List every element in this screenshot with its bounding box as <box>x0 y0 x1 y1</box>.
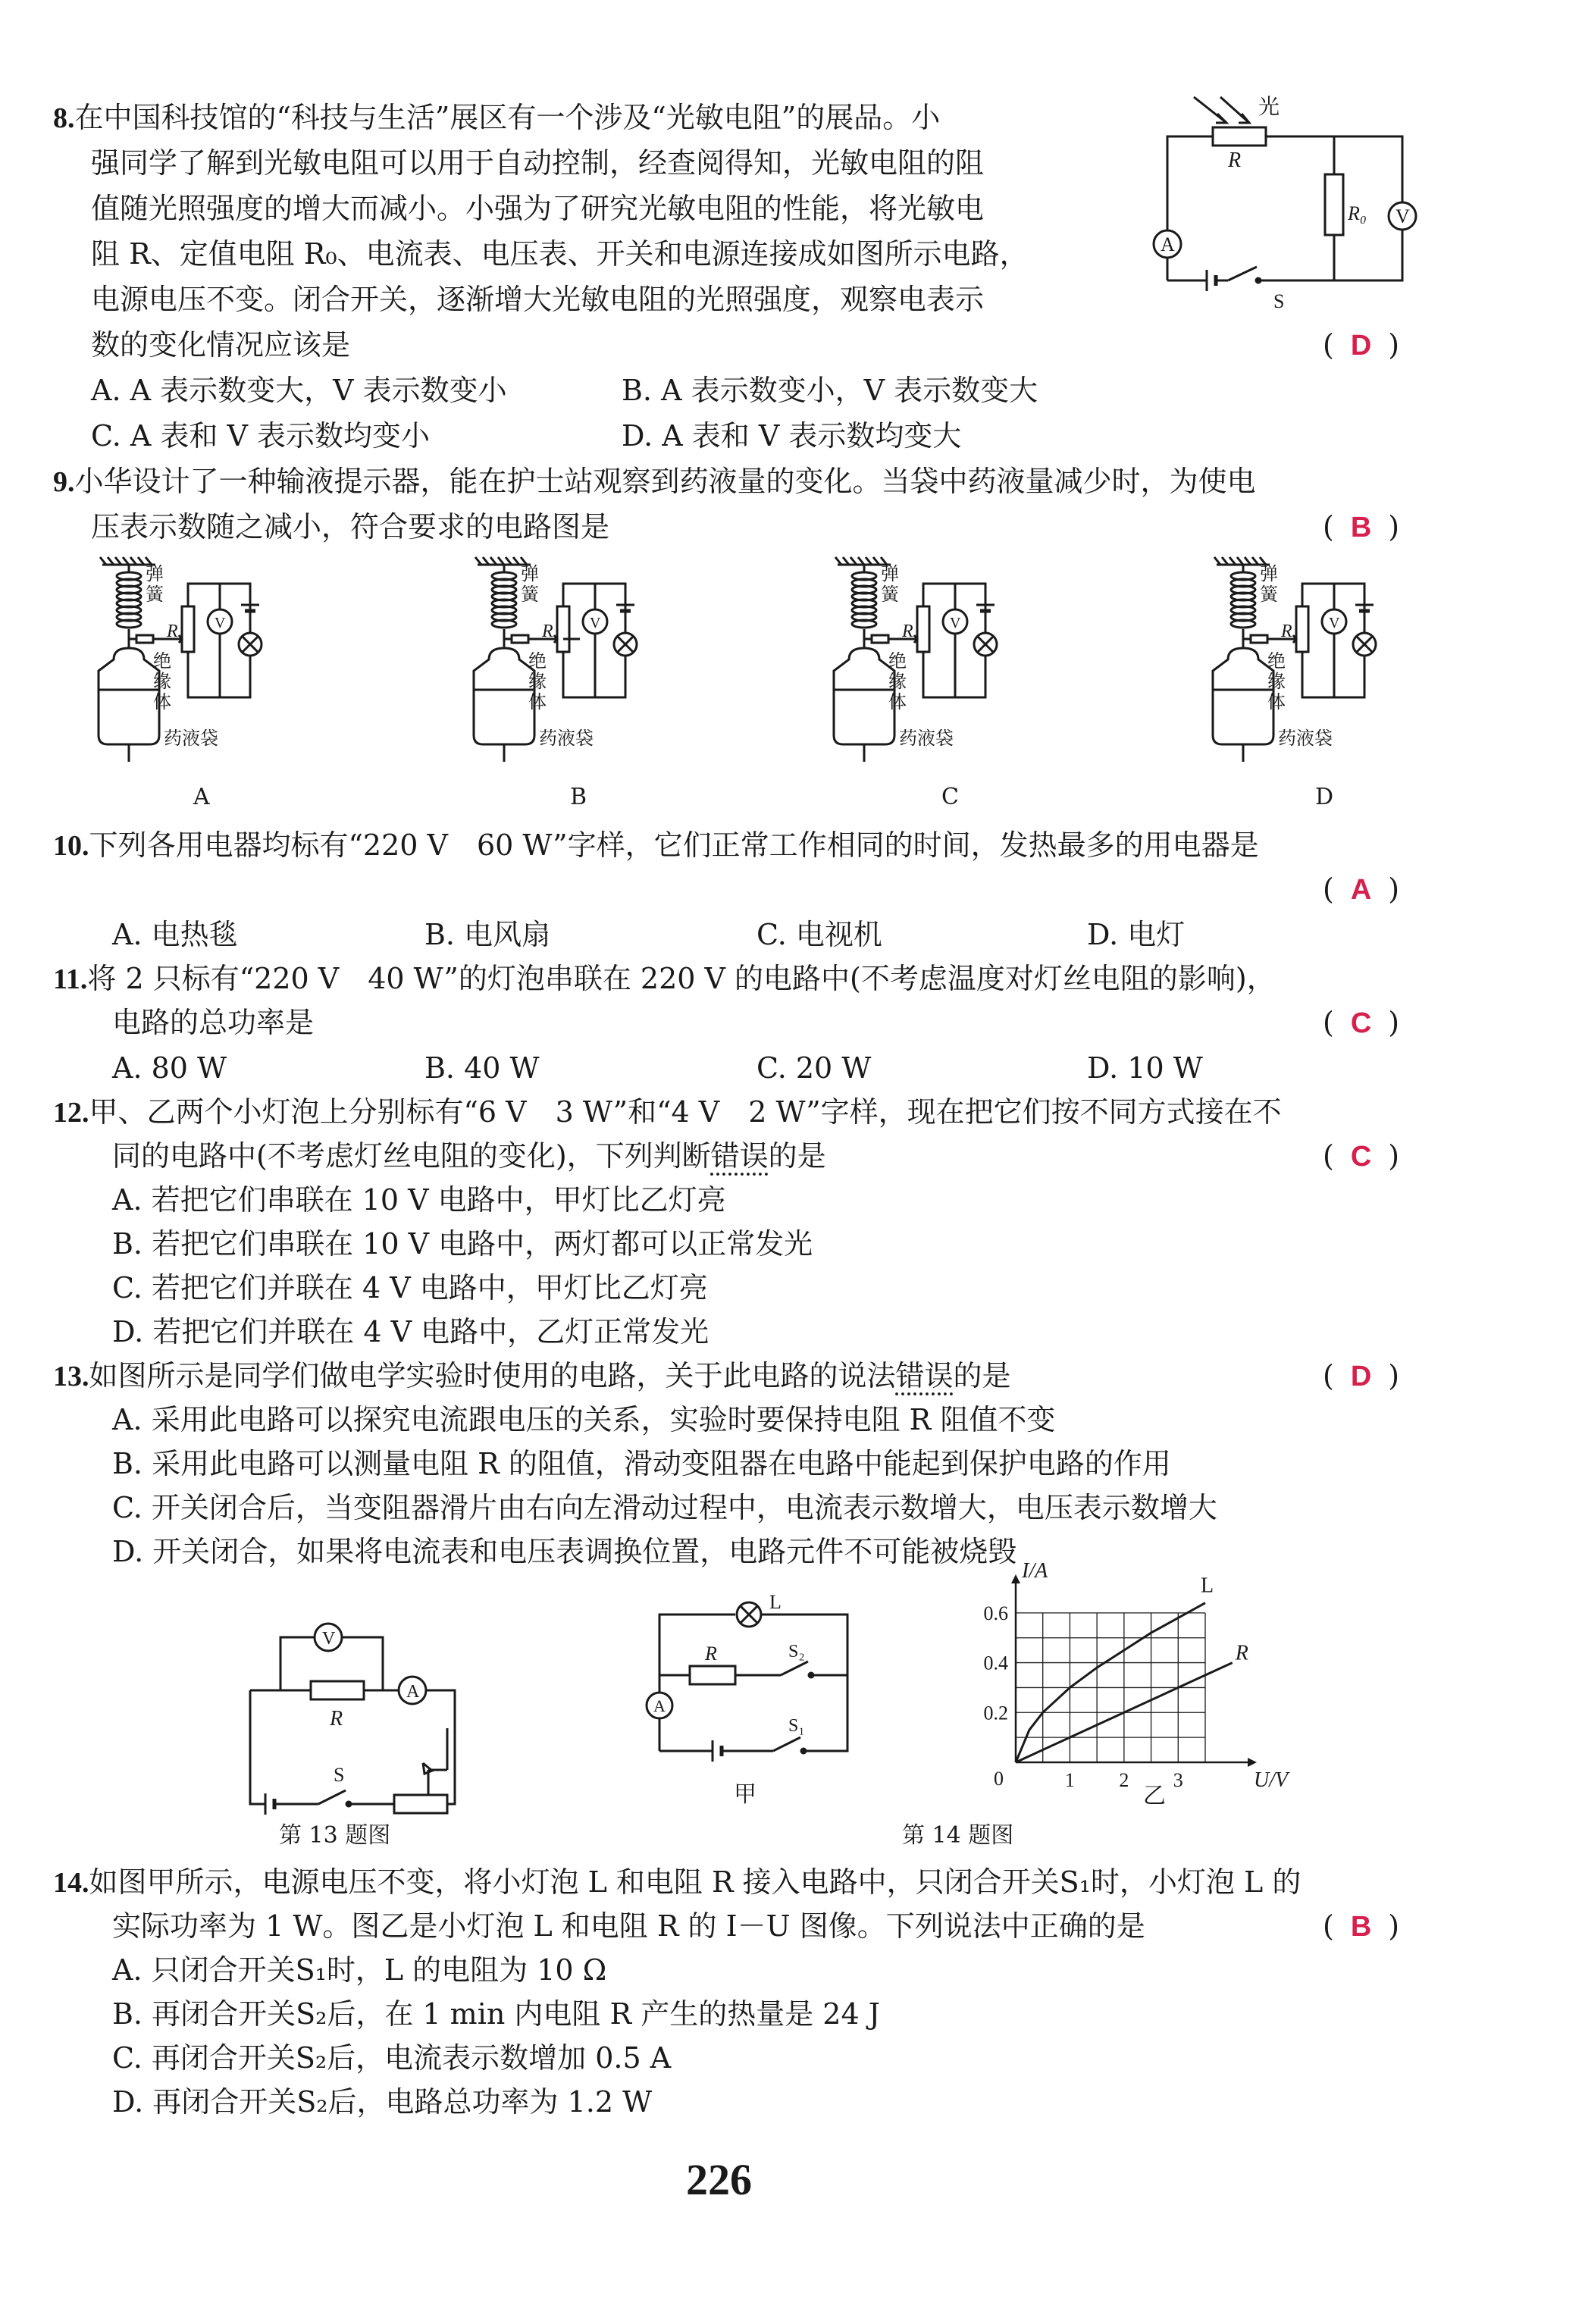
r0-label: R₀ <box>1348 202 1367 224</box>
voltmeter-label: V <box>590 615 601 631</box>
voltmeter-label: V <box>215 615 226 631</box>
q9-diagrams <box>0 546 1585 819</box>
spring-label: 弹 <box>1260 565 1278 584</box>
drip-diagram <box>834 557 997 762</box>
y-tick-label: 0.4 <box>983 1652 1008 1674</box>
option-c: C. 开关闭合后，当变阻器滑片由右向左滑动过程中，电流表示数增大，电压表示数增大 <box>112 1491 1217 1524</box>
option-a: A. A 表示数变大，V 表示数变小 <box>91 374 507 407</box>
answer-bracket: ( C ) <box>1323 1006 1400 1039</box>
drip-diagram <box>99 557 262 762</box>
y-axis-arrow <box>1011 1574 1020 1583</box>
question-line: 强同学了解到光敏电阻可以用于自动控制，经查阅得知，光敏电阻的阻 <box>91 146 985 180</box>
emphasis-text: 错误 <box>710 1139 769 1173</box>
spring-label: 弹 <box>881 565 899 584</box>
answer-letter: B <box>1350 512 1372 543</box>
voltmeter-label: V <box>950 615 961 631</box>
answer-bracket: ( D ) <box>1323 328 1400 362</box>
y-tick-label: 0.2 <box>983 1702 1008 1724</box>
spring-label: 弹 <box>521 565 539 584</box>
ammeter-label: A <box>406 1682 420 1702</box>
question-line: 如图所示是同学们做电学实验时使用的电路，关于此电路的说法 <box>89 1359 896 1392</box>
x-tick-label: 2 <box>1119 1769 1129 1791</box>
y-axis-label: I/A <box>1022 1559 1048 1583</box>
r-label: R <box>1281 622 1292 641</box>
answer-letter: B <box>1350 1911 1372 1943</box>
y-tick-label: 0.6 <box>983 1602 1008 1624</box>
option-d: D. 开关闭合，如果将电流表和电压表调换位置，电路元件不可能被烧毁 <box>112 1535 1017 1568</box>
switch-label: S <box>334 1764 345 1786</box>
s2-label: S₂ <box>788 1642 805 1662</box>
option-c: C. 电视机 <box>756 918 882 951</box>
question-line: 在中国科技馆的“科技与生活”展区有一个涉及“光敏电阻”的展品。小 <box>74 101 941 134</box>
insulator-label: 体 <box>888 693 907 713</box>
option-c: C. 再闭合开关S₂后，电流表示数增加 0.5 A <box>112 2041 672 2075</box>
spring-label: 簧 <box>521 585 539 605</box>
question-line: 下列各用电器均标有“220 V 60 W”字样，它们正常工作相同的时间，发热最多的用电器是 <box>89 828 1259 862</box>
bag-label: 药液袋 <box>1278 729 1333 749</box>
question-line: 小华设计了一种输液提示器，能在护士站观察到药液量的变化。当袋中药液量减少时，为使电 <box>74 465 1256 498</box>
answer-bracket: ( A ) <box>1323 872 1400 906</box>
drip-diagram <box>474 557 637 762</box>
spring-label: 簧 <box>881 585 899 605</box>
answer-letter: D <box>1350 330 1372 362</box>
question-line: 阻 R、定值电阻 R₀、电流表、电压表、开关和电源连接成如图所示电路， <box>91 237 1029 271</box>
ammeter-label: A <box>1161 233 1175 255</box>
drip-diagram <box>1213 557 1376 762</box>
option-b: B. A 表示数变小，V 表示数变大 <box>622 374 1038 407</box>
origin-label: 0 <box>994 1768 1004 1790</box>
answer-letter: A <box>1350 874 1372 906</box>
x-axis-label: U/V <box>1254 1768 1289 1792</box>
r-label: R <box>167 622 178 641</box>
x-tick-label: 3 <box>1173 1769 1183 1791</box>
question-line: 实际功率为 1 W。图乙是小灯泡 L 和电阻 R 的 I－U 图像。下列说法中正确的是 <box>112 1909 1145 1943</box>
ammeter-label: A <box>653 1696 666 1715</box>
insulator-label: 缘 <box>528 672 547 692</box>
option-a: A. 采用此电路可以探究电流跟电压的关系，实验时要保持电阻 R 阻值不变 <box>112 1403 1056 1436</box>
figure-caption: 第 14 题图 <box>902 1822 1014 1849</box>
q8-circuit-diagram <box>1122 91 1440 311</box>
question-number: 8. <box>53 102 75 134</box>
option-b: B. 再闭合开关S₂后，在 1 min 内电阻 R 产生的热量是 24 J <box>112 1997 880 2031</box>
spring-label: 簧 <box>146 585 164 605</box>
question-line: 电源电压不变。闭合开关，逐渐增大光敏电阻的光照强度，观察电表示 <box>91 283 985 316</box>
r-label: R <box>542 622 553 641</box>
spring-label: 弹 <box>146 565 164 584</box>
option-b: B. 采用此电路可以测量电阻 R 的阻值，滑动变阻器在电路中能起到保护电路的作用 <box>112 1447 1171 1480</box>
insulator-label: 绝 <box>153 652 171 672</box>
option-a: A. 80 W <box>112 1051 227 1085</box>
question-line: 值随光照强度的增大而减小。小强为了研究光敏电阻的性能，将光敏电 <box>91 192 985 225</box>
r-label: R <box>330 1707 343 1730</box>
answer-letter: C <box>1350 1007 1372 1039</box>
question-number: 9. <box>53 466 75 498</box>
option-b: B. 若把它们串联在 10 V 电路中，两灯都可以正常发光 <box>112 1227 813 1261</box>
insulator-label: 缘 <box>888 672 907 692</box>
question-line: 电路的总功率是 <box>112 1006 315 1039</box>
q14-circuit-diagram <box>637 1592 864 1781</box>
question-number: 10. <box>53 830 89 862</box>
series-label-R: R <box>1235 1641 1248 1665</box>
question-line: 如图甲所示，电源电压不变，将小灯泡 L 和电阻 R 接入电路中，只闭合开关S₁时，小灯泡 L 的 <box>89 1865 1302 1899</box>
r-label: R <box>902 622 913 641</box>
answer-letter: C <box>1350 1141 1372 1173</box>
question-line: 的是 <box>953 1359 1011 1392</box>
insulator-label: 绝 <box>528 652 547 672</box>
answer-bracket: ( C ) <box>1323 1139 1400 1173</box>
question-line: 数的变化情况应该是 <box>91 328 351 362</box>
switch-label: S <box>1273 290 1285 312</box>
option-a: A. 若把它们串联在 10 V 电路中，甲灯比乙灯亮 <box>112 1183 726 1217</box>
insulator-label: 绝 <box>1267 652 1286 672</box>
question-line: 压表示数随之减小，符合要求的电路图是 <box>91 510 610 543</box>
q13-circuit-diagram <box>220 1615 470 1819</box>
insulator-label: 体 <box>153 693 171 713</box>
option-d: D. 电灯 <box>1087 918 1186 951</box>
answer-bracket: ( B ) <box>1323 1909 1400 1943</box>
bag-label: 药液袋 <box>899 729 954 749</box>
lamp-label: L <box>769 1591 782 1613</box>
light-label: 光 <box>1258 96 1280 119</box>
question-line: 甲、乙两个小灯泡上分别标有“6 V 3 W”和“4 V 2 W”字样，现在把它们按不同方式接在不 <box>89 1095 1282 1129</box>
option-d: D. A 表和 V 表示数均变大 <box>622 419 962 453</box>
diagram-label-b: B <box>570 784 587 810</box>
diagram-label-d: D <box>1315 784 1334 810</box>
bag-label: 药液袋 <box>539 729 594 749</box>
spring-label: 簧 <box>1260 585 1278 605</box>
question-number: 12. <box>53 1097 89 1129</box>
question-number: 11. <box>53 963 88 995</box>
option-d: D. 10 W <box>1087 1051 1203 1085</box>
option-a: A. 只闭合开关S₁时，L 的电阻为 10 Ω <box>112 1953 607 1987</box>
insulator-label: 绝 <box>888 652 907 672</box>
diagram-label-a: A <box>193 784 210 810</box>
question-number: 14. <box>53 1867 89 1899</box>
series-label-L: L <box>1201 1574 1214 1598</box>
insulator-label: 体 <box>528 693 547 713</box>
question-number: 13. <box>53 1361 89 1392</box>
voltmeter-label: V <box>322 1629 336 1649</box>
insulator-label: 缘 <box>153 672 171 692</box>
answer-bracket: ( B ) <box>1323 510 1400 543</box>
series-line-L <box>1016 1603 1205 1762</box>
iu-chart <box>963 1559 1289 1800</box>
option-c: C. A 表和 V 表示数均变小 <box>91 419 431 453</box>
option-d: D. 若把它们并联在 4 V 电路中，乙灯正常发光 <box>112 1315 709 1348</box>
answer-letter: D <box>1350 1361 1372 1392</box>
answer-bracket: ( D ) <box>1323 1359 1400 1392</box>
option-b: B. 电风扇 <box>424 918 551 951</box>
option-c: C. 若把它们并联在 4 V 电路中，甲灯比乙灯亮 <box>112 1271 708 1305</box>
option-b: B. 40 W <box>424 1051 540 1085</box>
r-label: R <box>1228 149 1242 172</box>
option-a: A. 电热毯 <box>112 918 238 951</box>
option-c: C. 20 W <box>756 1051 872 1085</box>
r-label: R <box>705 1643 717 1665</box>
figure-label-yi: 乙 <box>1143 1783 1166 1809</box>
option-d: D. 再闭合开关S₂后，电路总功率为 1.2 W <box>112 2085 653 2119</box>
page-number: 226 <box>686 2155 752 2204</box>
insulator-label: 缘 <box>1267 672 1286 692</box>
emphasis-text: 错误 <box>895 1359 954 1392</box>
question-line: 的是 <box>768 1139 826 1173</box>
voltmeter-label: V <box>1329 615 1340 631</box>
question-line: 将 2 只标有“220 V 40 W”的灯泡串联在 220 V 的电路中(不考虑温度对灯丝电阻的影响)， <box>87 962 1276 995</box>
diagram-label-c: C <box>941 784 959 810</box>
bag-label: 药液袋 <box>164 729 218 749</box>
x-axis-arrow <box>1248 1758 1257 1767</box>
voltmeter-label: V <box>1395 205 1410 227</box>
s1-label: S₁ <box>788 1716 805 1736</box>
x-tick-label: 1 <box>1064 1769 1075 1791</box>
question-line: 同的电路中(不考虑灯丝电阻的变化)，下列判断 <box>112 1139 711 1173</box>
figure-caption: 第 13 题图 <box>279 1822 391 1849</box>
insulator-label: 体 <box>1267 693 1286 713</box>
figure-label-jia: 甲 <box>734 1781 756 1808</box>
